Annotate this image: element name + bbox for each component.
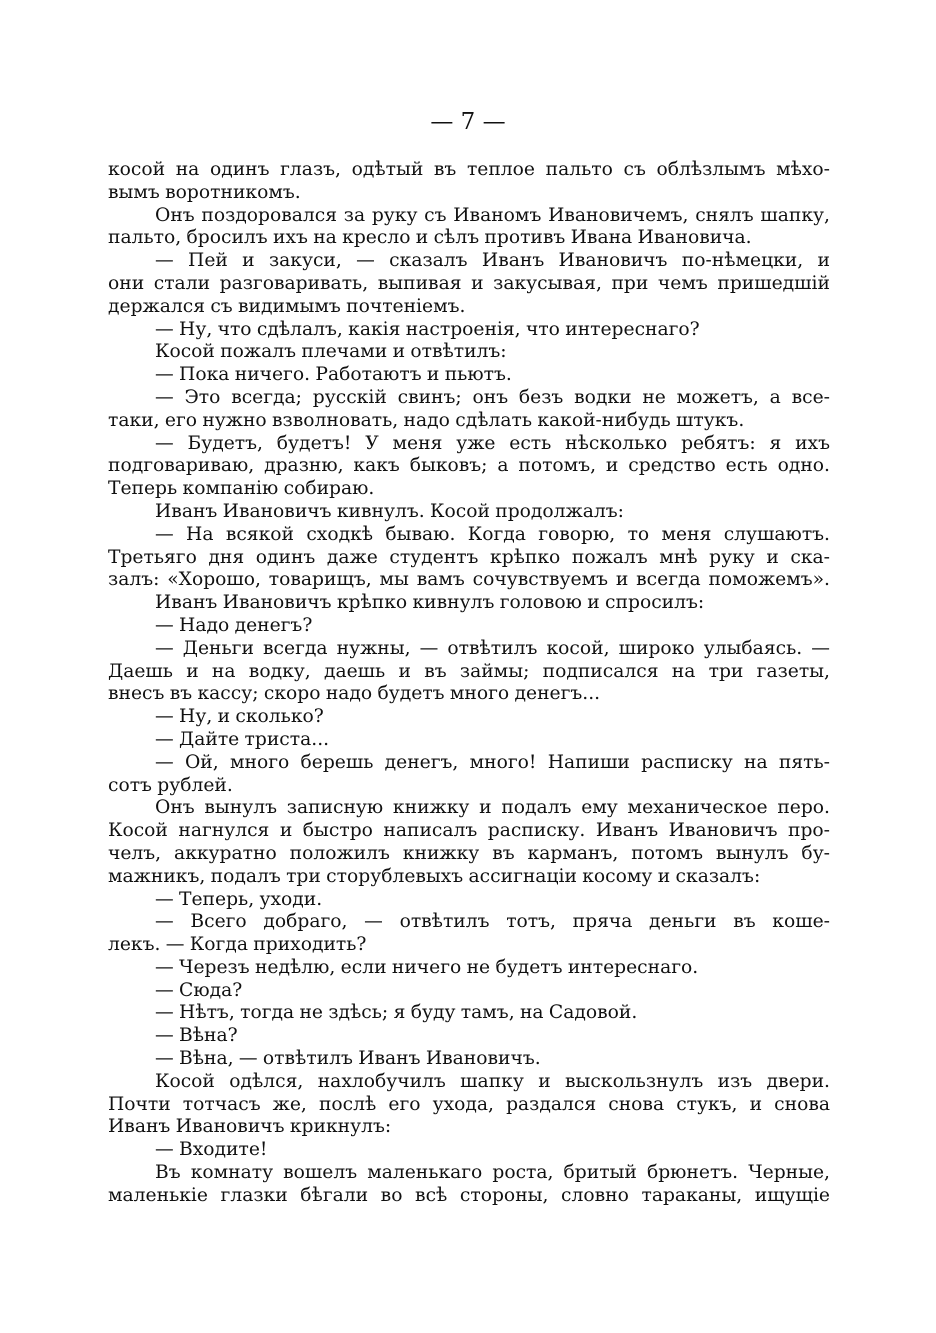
text-line: мажникъ, подалъ три сторублевыхъ ассигнаціи косому и сказалъ: [108, 865, 761, 887]
text-line: — Пей и закуси, — сказалъ Иванъ Ивановичъ по-нѣмецки, и [155, 250, 830, 272]
text-line: — Дайте триста... [155, 728, 330, 750]
text-line: — Ну, что сдѣлалъ, какія настроенія, что интереснаго? [155, 318, 700, 340]
text-line: Косой пожалъ плечами и отвѣтилъ: [155, 341, 507, 363]
text-line: Въ комнату вошелъ маленькаго роста, бритый брюнетъ. Черные, [155, 1162, 830, 1184]
text-line: — Деньги всегда нужны, — отвѣтилъ косой, широко улыбаясь. — [155, 637, 830, 659]
text-line: Даешь и на водку, даешь и въ займы; подписался на три газеты, [108, 660, 830, 682]
text-line: — Теперь, уходи. [155, 888, 323, 910]
text-line: залъ: «Хорошо, товарищъ, мы вамъ сочувствуемъ и всегда поможемъ». [108, 569, 830, 591]
text-line: Косой одѣлся, нахлобучилъ шапку и выскользнулъ изъ двери. [155, 1070, 830, 1092]
body-text [108, 159, 830, 1208]
text-line: — Вѣна? [155, 1025, 238, 1047]
text-line: таки, его нужно взволновать, надо сдѣлать какой-нибудь штукъ. [108, 409, 745, 431]
text-line: Почти тотчасъ же, послѣ его ухода, раздался снова стукъ, и снова [108, 1093, 830, 1115]
text-line: держался съ видимымъ почтеніемъ. [108, 295, 466, 317]
text-line: Онъ поздоровался за руку съ Иваномъ Ивановичемъ, снялъ шапку, [155, 204, 830, 226]
text-line: Иванъ Ивановичъ крикнулъ: [108, 1116, 392, 1138]
text-line: маленькіе глазки бѣгали во всѣ стороны, словно тараканы, ищущіе [108, 1184, 830, 1206]
text-line: Косой нагнулся и быстро написалъ расписку. Иванъ Ивановичъ про- [108, 820, 830, 842]
text-line: — Вѣна, — отвѣтилъ Иванъ Ивановичъ. [155, 1048, 541, 1070]
text-line: — Всего добраго, — отвѣтилъ тотъ, пряча деньги въ коше- [155, 911, 830, 933]
text-line: — Нѣтъ, тогда не здѣсь; я буду тамъ, на Садовой. [155, 1002, 638, 1024]
text-line: — Надо денегъ? [155, 614, 313, 636]
text-line: — Черезъ недѣлю, если ничего не будетъ интереснаго. [155, 956, 699, 978]
text-line: Теперь компанію собираю. [108, 478, 375, 500]
text-line: лекъ. — Когда приходить? [108, 934, 367, 956]
text-line: Иванъ Ивановичъ кивнулъ. Косой продолжалъ: [155, 500, 624, 522]
text-line: — Это всегда; русскій свинъ; онъ безъ водки не можетъ, а все- [155, 386, 830, 408]
text-line: — Входите! [155, 1139, 268, 1161]
text-line: они стали разговаривать, выпивая и закусывая, при чемъ пришедшій [108, 272, 830, 294]
page-number: — 7 — [430, 109, 506, 135]
text-line: пальто, бросилъ ихъ на кресло и сѣлъ противъ Ивана Ивановича. [108, 227, 752, 249]
text-line: — Пока ничего. Работаютъ и пьютъ. [155, 364, 512, 386]
text-line: вымъ воротникомъ. [108, 181, 301, 203]
text-line: — Ой, много берешь денегъ, много! Напиши расписку на пять- [155, 751, 830, 773]
text-line: Онъ вынулъ записную книжку и подалъ ему механическое перо. [155, 797, 830, 819]
text-line: Иванъ Ивановичъ крѣпко кивнулъ головою и спросилъ: [155, 592, 705, 614]
text-line: внесъ въ кассу; скоро надо будетъ много денегъ... [108, 683, 601, 705]
text-line: — Ну, и сколько? [155, 706, 324, 728]
text-line: Третьяго дня одинъ даже студентъ крѣпко пожалъ мнѣ руку и ска- [108, 546, 830, 568]
text-line: косой на одинъ глазъ, одѣтый въ теплое пальто съ облѣзлымъ мѣхо- [108, 159, 830, 180]
text-line: — На всякой сходкѣ бываю. Когда говорю, то меня слушаютъ. [155, 523, 830, 545]
text-line: челъ, аккуратно положилъ книжку въ карманъ, потомъ вынулъ бу- [108, 842, 830, 864]
text-line: — Сюда? [155, 979, 243, 1001]
text-line: сотъ рублей. [108, 774, 233, 796]
text-line: — Будетъ, будетъ! У меня уже есть нѣсколько ребятъ: я ихъ [155, 432, 830, 454]
text-line: подговариваю, дразню, какъ быковъ; а потомъ, и средство есть одно. [108, 455, 830, 477]
